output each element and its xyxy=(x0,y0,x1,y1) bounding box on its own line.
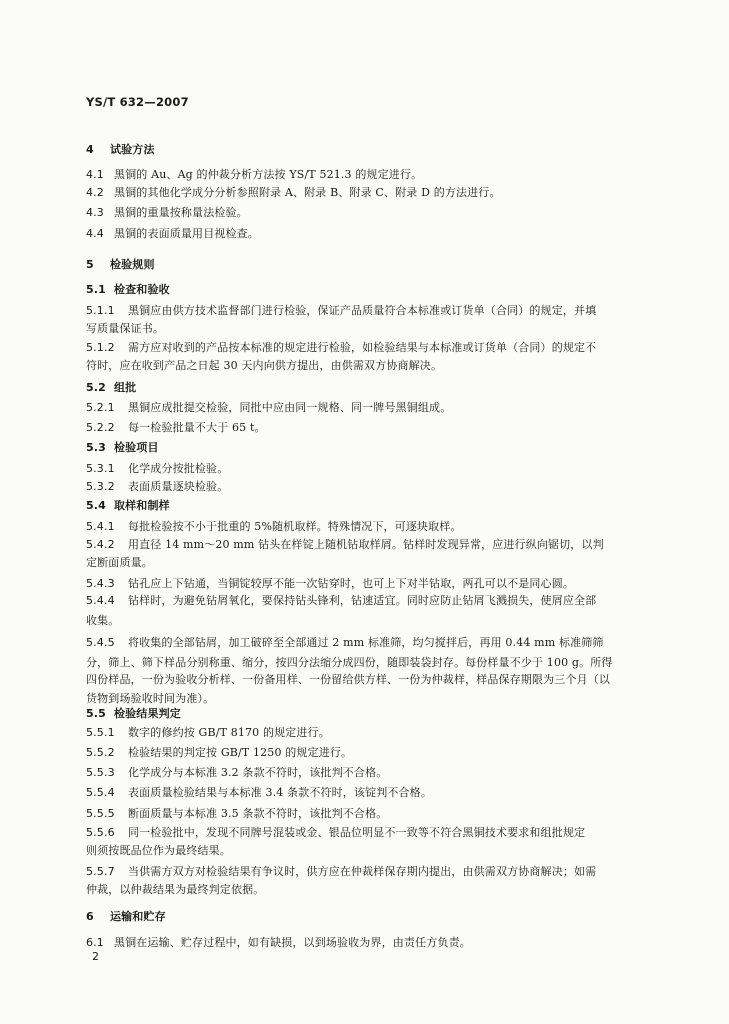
clause-number: 5.2.1 xyxy=(86,401,115,414)
clause-number: 5.3.1 xyxy=(86,462,115,475)
clause-text: 分，筛上、筛下样品分别称重、缩分，按四分法缩分成四份，随即装袋封存。每份样量不少于 100 g。所得 xyxy=(86,656,613,669)
clause-5-4-1 xyxy=(86,520,462,534)
clause-number: 5.4.5 xyxy=(86,636,115,649)
clause-5-1-2 xyxy=(86,341,596,355)
clause-text: 用直径 14 mm～20 mm 钻头在样锭上随机钻取样屑。钻样时发现异常，应进行纵向锯切，以判 xyxy=(128,538,604,551)
clause-5-5-2 xyxy=(86,746,352,760)
clause-text: 收集。 xyxy=(86,614,120,627)
clause-number: 5.5.7 xyxy=(86,865,115,878)
clause-number: 6.1 xyxy=(86,936,104,949)
clause-number: 4.4 xyxy=(86,227,104,240)
clause-continuation xyxy=(86,556,153,570)
clause-6 xyxy=(86,910,166,924)
clause-text: 货物到场验收时间为准）。 xyxy=(86,692,215,705)
clause-5-4-4 xyxy=(86,594,596,608)
clause-number: 5.4.2 xyxy=(86,538,115,551)
clause-text: 黑铜应由供方技术监督部门进行检验，保证产品质量符合本标准或订货单（合同）的规定，并填 xyxy=(128,304,597,317)
clause-5-4-2 xyxy=(86,538,604,552)
clause-text: 试验方法 xyxy=(110,143,155,156)
clause-text: 四份样品，一份为验收分析样、一份备用样、一份留给供方样、一份为仲裁样，样品保存期限为三个月（以 xyxy=(86,673,611,686)
clause-text: 写质量保证书。 xyxy=(86,322,165,335)
clause-5-3-2 xyxy=(86,480,228,494)
clause-5-1 xyxy=(86,283,170,297)
clause-continuation xyxy=(86,883,264,897)
clause-text: 黑铜应成批提交检验，同批中应由同一规格、同一牌号黑铜组成。 xyxy=(128,401,452,414)
clause-5-5-3 xyxy=(86,766,387,780)
clause-5-4 xyxy=(86,499,170,513)
clause-text: 仲裁，以仲裁结果为最终判定依据。 xyxy=(86,883,265,896)
clause-5-5-4 xyxy=(86,786,432,800)
clause-number: 5.4.1 xyxy=(86,520,115,533)
clause-text: 检验结果的判定按 GB/T 1250 的规定进行。 xyxy=(128,746,353,759)
clause-number: 4.3 xyxy=(86,206,104,219)
clause-text: 定断面质量。 xyxy=(86,556,153,569)
clause-text: 运输和贮存 xyxy=(110,910,166,923)
clause-5-2-1 xyxy=(86,401,451,415)
clause-continuation xyxy=(86,614,119,628)
clause-number: 5.5.4 xyxy=(86,786,115,799)
clause-text: 同一检验批中，发现不同牌号混装或金、银品位明显不一致等不符合黑铜技术要求和组批规定 xyxy=(128,826,586,839)
clause-number: 5.4.3 xyxy=(86,577,115,590)
clause-number: 4 xyxy=(86,143,94,156)
clause-number: 5.5.5 xyxy=(86,807,115,820)
clause-number: 5.3.2 xyxy=(86,480,115,493)
clause-number: 5 xyxy=(86,258,94,271)
clause-text: 检验项目 xyxy=(114,441,159,454)
clause-text: 黑铜在运输、贮存过程中，如有缺损，以到场验收为界，由责任方负责。 xyxy=(114,936,471,949)
clause-4-1 xyxy=(86,168,422,182)
clause-continuation xyxy=(86,673,610,687)
clause-number: 5.5.6 xyxy=(86,826,115,839)
clause-text: 每批检验按不小于批重的 5%随机取样。特殊情况下，可逐块取样。 xyxy=(128,520,462,533)
clause-text: 黑铜的其他化学成分分析参照附录 A、附录 B、附录 C、附录 D 的方法进行。 xyxy=(114,186,501,199)
clause-number: 5.2.2 xyxy=(86,421,115,434)
clause-text: 取样和制样 xyxy=(114,499,170,512)
clause-text: 化学成分与本标准 3.2 条款不符时，该批判不合格。 xyxy=(128,766,388,779)
clause-5-1-1 xyxy=(86,304,596,318)
clause-4 xyxy=(86,143,155,157)
clause-5 xyxy=(86,258,155,272)
clause-number: 5.1 xyxy=(86,283,106,296)
clause-text: 黑铜的重量按称量法检验。 xyxy=(114,206,248,219)
clause-text: 断面质量与本标准 3.5 条款不符时，该批判不合格。 xyxy=(128,807,388,820)
clause-5-5-5 xyxy=(86,807,387,821)
clause-5-3-1 xyxy=(86,462,228,476)
clause-number: 5.4 xyxy=(86,499,106,512)
clause-4-2 xyxy=(86,186,501,200)
clause-number: 5.1.1 xyxy=(86,304,115,317)
clause-5-3 xyxy=(86,441,159,455)
clause-5-4-3 xyxy=(86,577,574,591)
clause-number: 5.1.2 xyxy=(86,341,115,354)
clause-text: 化学成分按批检验。 xyxy=(128,462,229,475)
clause-5-5 xyxy=(86,707,181,721)
clause-number: 6 xyxy=(86,910,94,923)
clause-number: 5.4.4 xyxy=(86,594,115,607)
clause-text: 每一检验批量不大于 65 t。 xyxy=(128,421,266,434)
clause-5-2 xyxy=(86,381,136,395)
clause-number: 4.2 xyxy=(86,186,104,199)
clause-continuation xyxy=(86,322,164,336)
clause-text: 组批 xyxy=(114,381,137,394)
clause-text: 检验规则 xyxy=(110,258,155,271)
clause-continuation xyxy=(86,656,613,670)
page-number: 2 xyxy=(92,950,99,963)
clause-4-3 xyxy=(86,206,248,220)
clause-number: 5.2 xyxy=(86,381,106,394)
clause-continuation xyxy=(86,359,442,373)
clause-number: 5.5.2 xyxy=(86,746,115,759)
clause-text: 钻孔应上下钻通，当铜锭较厚不能一次钻穿时，也可上下对半钻取，两孔可以不是同心圆。 xyxy=(128,577,574,590)
clause-number: 4.1 xyxy=(86,168,104,181)
clause-5-4-5 xyxy=(86,636,604,650)
clause-text: 符时，应在收到产品之日起 30 天内向供方提出，由供需双方协商解决。 xyxy=(86,359,443,372)
clause-continuation xyxy=(86,844,231,858)
clause-5-5-1 xyxy=(86,726,330,740)
clause-text: 将收集的全部钻屑，加工破碎至全部通过 2 mm 标准筛，均匀搅拌后，再用 0.44 mm 标准筛筛 xyxy=(128,636,604,649)
clause-text: 数字的修约按 GB/T 8170 的规定进行。 xyxy=(128,726,330,739)
clause-text: 当供需方双方对检验结果有争议时，供方应在仲裁样保存期内提出，由供需双方协商解决；如需 xyxy=(128,865,597,878)
clause-continuation xyxy=(86,692,214,706)
clause-number: 5.3 xyxy=(86,441,106,454)
clause-5-5-7 xyxy=(86,865,596,879)
clause-6-1 xyxy=(86,936,471,950)
clause-number: 5.5.3 xyxy=(86,766,115,779)
clause-text: 表面质量逐块检验。 xyxy=(128,480,229,493)
clause-5-5-6 xyxy=(86,826,585,840)
clause-text: 表面质量检验结果与本标准 3.4 条款不符时，该锭判不合格。 xyxy=(128,786,432,799)
clause-text: 检查和验收 xyxy=(114,283,170,296)
clause-number: 5.5 xyxy=(86,707,106,720)
clause-text: 黑铜的 Au、Ag 的仲裁分析方法按 YS/T 521.3 的规定进行。 xyxy=(114,168,423,181)
standard-code: YS/T 632—2007 xyxy=(86,95,189,109)
clause-text: 钻样时，为避免钻屑氧化，要保持钻头锋利，钻速适宜。同时应防止钻屑飞溅损失，使屑应全部 xyxy=(128,594,597,607)
clause-4-4 xyxy=(86,227,259,241)
clause-text: 需方应对收到的产品按本标准的规定进行检验，如检验结果与本标准或订货单（合同）的规定不 xyxy=(128,341,597,354)
clause-5-2-2 xyxy=(86,421,266,435)
clause-number: 5.5.1 xyxy=(86,726,115,739)
clause-text: 黑铜的表面质量用目视检查。 xyxy=(114,227,259,240)
clause-text: 则须按既品位作为最终结果。 xyxy=(86,844,231,857)
clause-text: 检验结果判定 xyxy=(114,707,181,720)
